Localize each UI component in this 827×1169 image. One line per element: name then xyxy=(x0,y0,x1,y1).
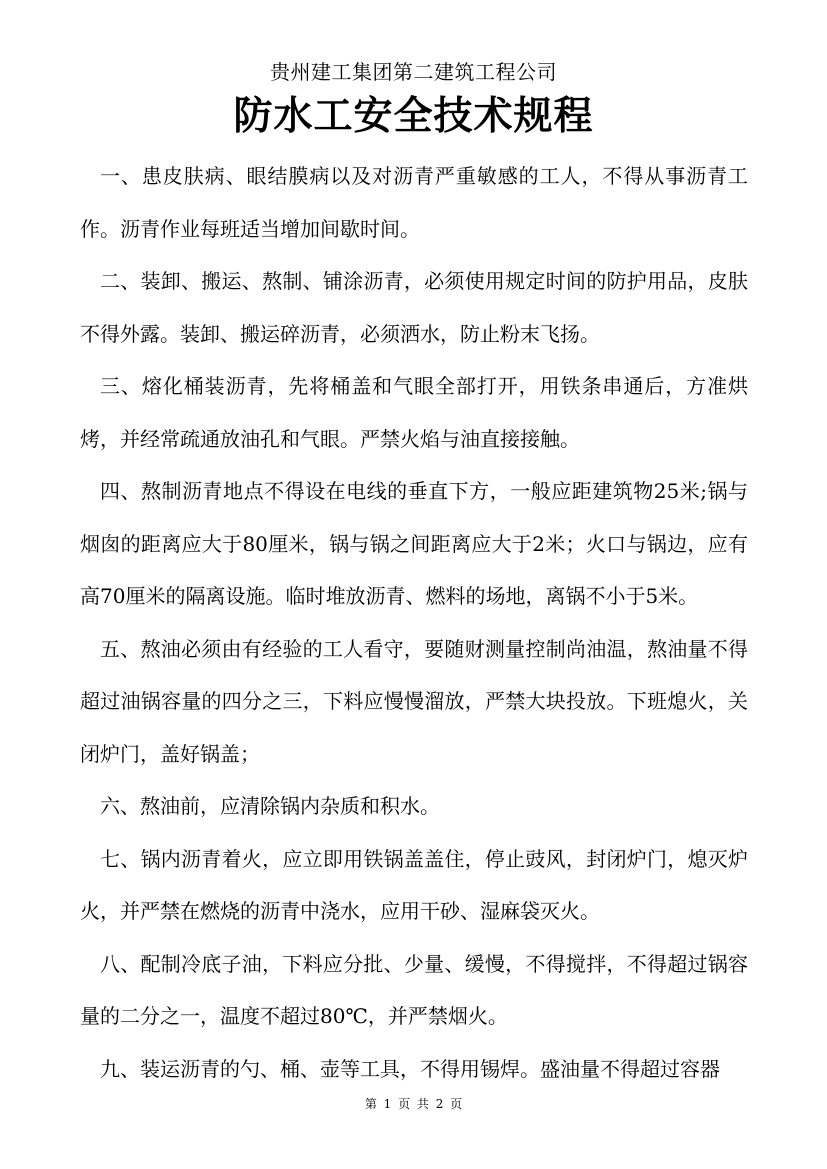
regulation-item-5: 五、熬油必须由有经验的工人看守，要随财测量控制尚油温，熬油量不得超过油锅容量的四分之三，下料应慢慢溜放，严禁大块投放。下班熄火，关闭炉门，盖好锅盖； xyxy=(80,636,748,766)
document-title: 防水工安全技术规程 xyxy=(233,94,594,139)
regulation-item-4: 四、熬制沥青地点不得设在电线的垂直下方，一般应距建筑物25米;锅与烟囱的距离应大于80厘米，锅与锅之间距离应大于2米；火口与锅边，应有高70厘米的隔离设施。临时堆放沥青、燃料的场地，离锅不小于5米。 xyxy=(80,479,748,608)
regulation-item-1: 一、患皮肤病、眼结膜病以及对沥青严重敏感的工人，不得从事沥青工作。沥青作业每班适当增加间歇时间。 xyxy=(80,164,748,241)
page-number-footer: 第 1 页 共 2 页 xyxy=(364,1097,463,1111)
regulations-body xyxy=(80,150,748,1095)
regulation-item-8: 八、配制冷底子油，下料应分批、少量、缓慢，不得搅拌，不得超过锅容量的二分之一，温度不超过80℃，并严禁烟火。 xyxy=(80,951,748,1028)
regulation-item-3: 三、熔化桶装沥青，先将桶盖和气眼全部打开，用铁条串通后，方准烘烤，并经常疏通放油孔和气眼。严禁火焰与油直接接触。 xyxy=(80,374,748,451)
company-name: 贵州建工集团第二建筑工程公司 xyxy=(270,60,557,84)
regulation-item-6: 六、熬油前，应清除锅内杂质和积水。 xyxy=(100,794,440,818)
regulation-item-7: 七、锅内沥青着火，应立即用铁锅盖盖住，停止豉风，封闭炉门，熄灭炉火，并严禁在燃烧的沥青中浇水，应用干砂、湿麻袋灭火。 xyxy=(80,846,748,923)
regulation-item-2: 二、装卸、搬运、熬制、铺涂沥青，必须使用规定时间的防护用品，皮肤不得外露。装卸、搬运碎沥青，必须洒水，防止粉末飞扬。 xyxy=(80,269,748,346)
regulation-item-9: 九、装运沥青的勺、桶、壶等工具，不得用锡焊。盛油量不得超过容器 xyxy=(100,1056,720,1081)
